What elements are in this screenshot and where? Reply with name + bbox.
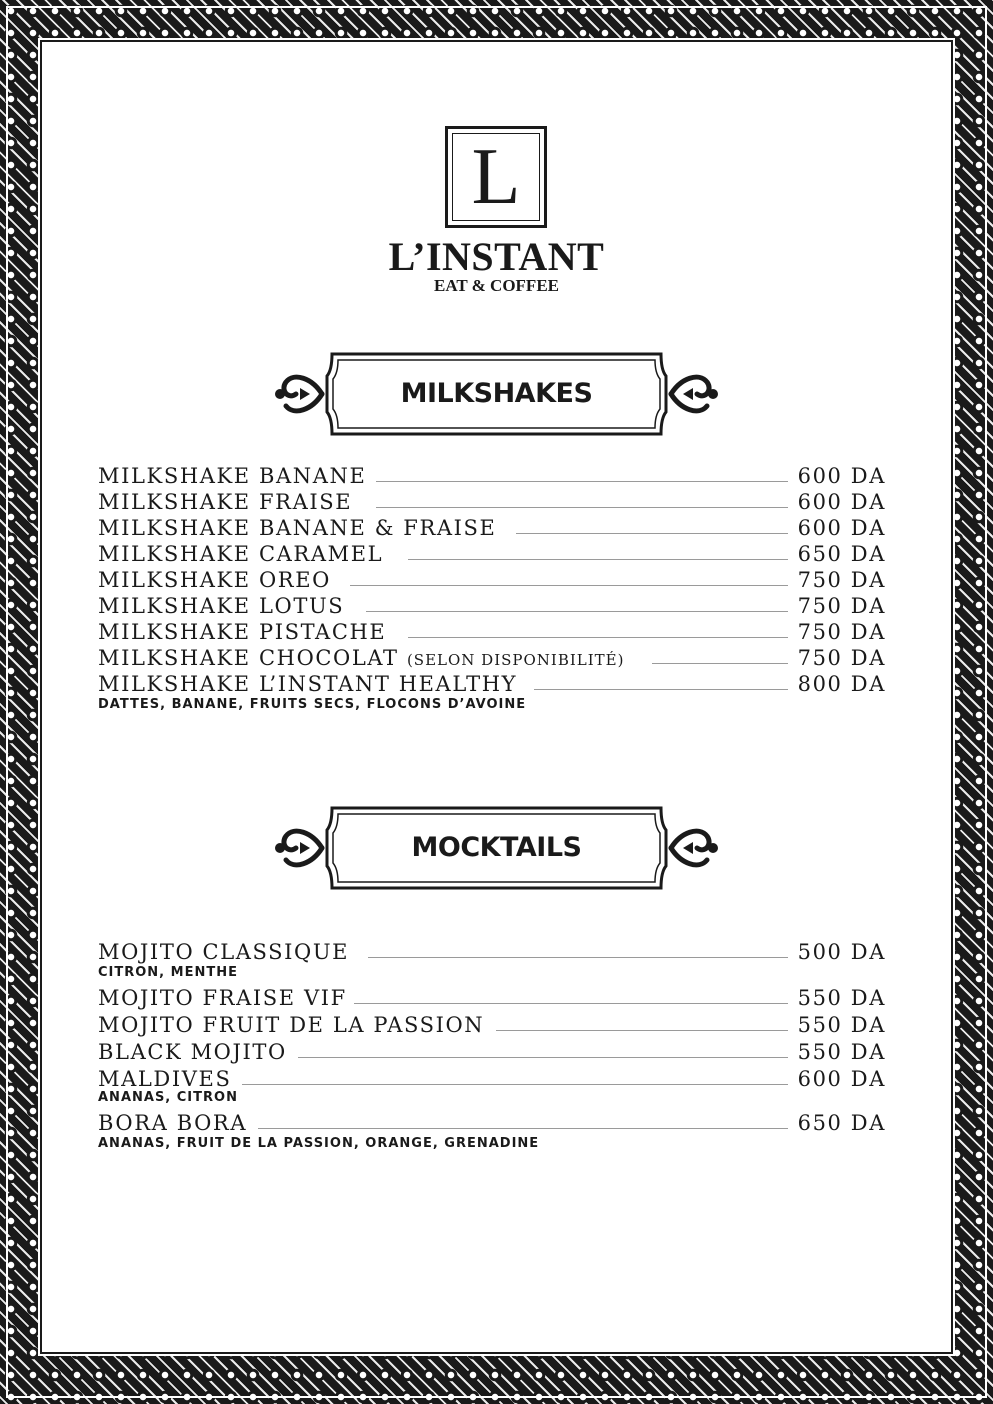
item-name: MILKSHAKE BANANE	[98, 464, 367, 488]
item-description: ANANAS, FRUIT DE LA PASSION, ORANGE, GRENADINE	[98, 1136, 540, 1151]
dotted-leader	[368, 957, 788, 958]
menu-item	[98, 463, 886, 489]
menu-item	[98, 1066, 886, 1092]
dotted-leader	[516, 533, 788, 534]
item-price: 600 DA	[797, 464, 886, 488]
item-price: 600 DA	[797, 1067, 886, 1091]
dotted-leader	[354, 1003, 788, 1004]
item-price: 550 DA	[797, 1040, 886, 1064]
item-name: MILKSHAKE L’INSTANT HEALTHY	[98, 672, 518, 696]
dotted-leader	[376, 507, 788, 508]
menu-item	[98, 1110, 886, 1136]
dotted-leader	[350, 585, 788, 586]
item-description: ANANAS, CITRON	[98, 1090, 238, 1105]
menu-item	[98, 489, 886, 515]
dotted-leader	[534, 689, 788, 690]
item-price: 800 DA	[797, 672, 886, 696]
menu-item	[98, 515, 886, 541]
section-title: MILKSHAKES	[400, 378, 593, 409]
menu-item	[98, 1039, 886, 1065]
item-name: MOJITO FRAISE VIF	[98, 986, 347, 1010]
item-price: 550 DA	[797, 1013, 886, 1037]
dotted-leader	[376, 481, 788, 482]
menu-item	[98, 567, 886, 593]
logo-letter: L	[471, 133, 521, 221]
item-price: 600 DA	[797, 516, 886, 540]
dotted-leader	[242, 1084, 788, 1085]
menu-item	[98, 541, 886, 567]
section-title: MOCKTAILS	[411, 832, 582, 863]
item-name: MOJITO CLASSIQUE	[98, 940, 350, 964]
item-name: BLACK MOJITO	[98, 1040, 287, 1064]
item-price: 750 DA	[797, 646, 886, 670]
menu-item	[98, 645, 886, 671]
section-banner-milkshakes	[272, 348, 721, 440]
item-name: MOJITO FRUIT DE LA PASSION	[98, 1013, 485, 1037]
item-name: BORA BORA	[98, 1111, 248, 1135]
menu-item	[98, 671, 886, 697]
menu-item	[98, 939, 886, 965]
item-name-text: MILKSHAKE CHOCOLAT	[98, 646, 399, 670]
dotted-leader	[496, 1030, 788, 1031]
logo-monogram	[445, 126, 547, 228]
item-price: 650 DA	[797, 542, 886, 566]
logo-tagline: EAT & COFFEE	[434, 276, 559, 295]
item-name: MILKSHAKE CARAMEL	[98, 542, 384, 566]
item-availability-note: (SELON DISPONIBILITÉ)	[406, 651, 625, 669]
item-description: CITRON, MENTHE	[98, 965, 238, 980]
item-name: MALDIVES	[98, 1067, 232, 1091]
dotted-leader	[408, 637, 788, 638]
item-price: 550 DA	[797, 986, 886, 1010]
dotted-leader	[652, 663, 788, 664]
menu-item	[98, 619, 886, 645]
item-description: DATTES, BANANE, FRUITS SECS, FLOCONS D’AVOINE	[98, 697, 527, 712]
dotted-leader	[258, 1128, 788, 1129]
item-price: 750 DA	[797, 620, 886, 644]
dotted-leader	[408, 559, 788, 560]
menu-item	[98, 985, 886, 1011]
item-price: 650 DA	[797, 1111, 886, 1135]
menu-item	[98, 593, 886, 619]
logo-name: L’INSTANT	[388, 234, 605, 279]
section-banner-mocktails	[272, 802, 721, 894]
item-price: 600 DA	[797, 490, 886, 514]
dotted-leader	[366, 611, 788, 612]
item-price: 750 DA	[797, 594, 886, 618]
item-name: MILKSHAKE BANANE & FRAISE	[98, 516, 497, 540]
item-name	[98, 645, 624, 673]
item-name: MILKSHAKE FRAISE	[98, 490, 353, 514]
item-price: 750 DA	[797, 568, 886, 592]
item-name: MILKSHAKE PISTACHE	[98, 620, 387, 644]
dotted-leader	[298, 1057, 788, 1058]
item-name: MILKSHAKE LOTUS	[98, 594, 345, 618]
item-price: 500 DA	[797, 940, 886, 964]
menu-item	[98, 1012, 886, 1038]
item-name: MILKSHAKE OREO	[98, 568, 331, 592]
